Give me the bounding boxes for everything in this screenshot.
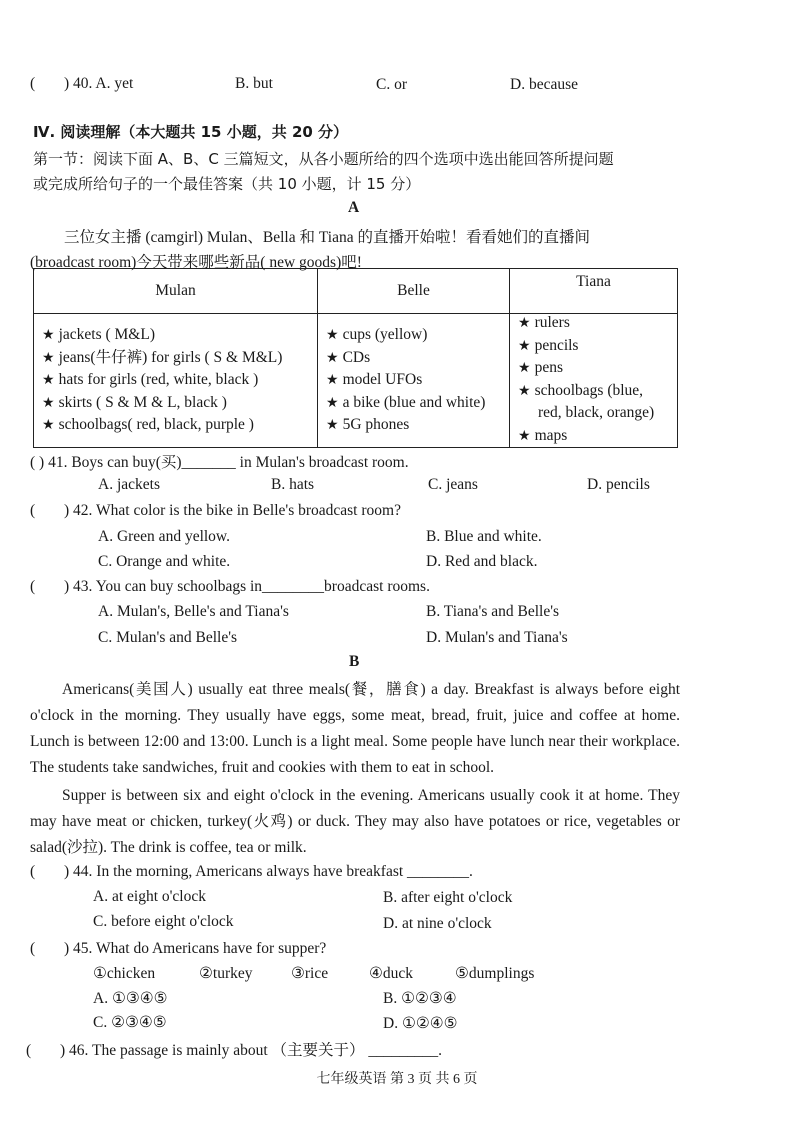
instruction-line1: 第一节：阅读下面 A、B、C 三篇短文，从各小题所给的四个选项中选出能回答所提问题 (33, 150, 614, 168)
q43-option-d: D. Mulan's and Tiana's (426, 629, 568, 646)
answer-paren: ( (30, 75, 36, 92)
q40-option-d: D. because (510, 76, 578, 93)
list-item: ★ jeans(牛仔裤) for girls ( S & M&L) (42, 348, 283, 366)
q45-option-a: A. ①③④⑤ (93, 990, 168, 1007)
star-icon: ★ (42, 417, 55, 433)
mulan-goods-cell (34, 314, 318, 448)
passage-b-paragraph-2: Supper is between six and eight o'clock in the evening. Americans usually cook it at home. They may have meat or chicken, turkey(火鸡) or duck. They may also have potatoes or rice, vegetables or salad(沙拉). The drink is coffee, tea or milk. (30, 787, 680, 856)
q40-stem: ) 40. A. yet (64, 75, 134, 92)
q41-stem: ( ) 41. Boys can buy(买)_______ in Mulan's broadcast room. (30, 454, 409, 471)
q45-item-3: ③rice (291, 965, 329, 982)
q45-option-d: D. ①②④⑤ (383, 1015, 458, 1032)
q40-option-b: B. but (235, 75, 273, 92)
list-item: ★ skirts ( S & M & L, black ) (42, 393, 227, 411)
q45-item-2: ②turkey (199, 965, 253, 982)
passage-a-intro-2: (broadcast room)今天带来哪些新品( new goods)吧! (30, 254, 362, 271)
q42-option-c: C. Orange and white. (98, 553, 231, 570)
star-icon: ★ (326, 327, 339, 343)
q44-row (30, 863, 473, 881)
q44-option-d: D. at nine o'clock (383, 915, 492, 932)
list-item: red, black, orange) (538, 404, 655, 421)
q44-stem: ) 44. In the morning, Americans always have breakfast ________. (64, 863, 473, 880)
q43-option-a: A. Mulan's, Belle's and Tiana's (98, 603, 289, 620)
q43-stem: ) 43. You can buy schoolbags in________broadcast rooms. (64, 578, 430, 595)
q45-option-c: C. ②③④⑤ (93, 1014, 167, 1031)
star-icon: ★ (42, 349, 55, 366)
tiana-goods-cell (510, 314, 678, 448)
passage-b-label: B (349, 653, 360, 670)
list-item: ★ maps (518, 426, 568, 444)
q44-option-a: A. at eight o'clock (93, 888, 206, 905)
q45-row (30, 940, 326, 958)
q44-option-b: B. after eight o'clock (383, 889, 513, 906)
list-item: ★ pens (518, 359, 563, 376)
q46-stem: ) 46. The passage is mainly about （主要关于） _________. (60, 1042, 443, 1059)
answer-paren: ( (30, 502, 36, 519)
q44-option-c: C. before eight o'clock (93, 913, 234, 930)
star-icon: ★ (518, 360, 531, 376)
list-item: ★ pencils (518, 336, 579, 354)
list-item: ★ cups (yellow) (326, 326, 428, 343)
q42-stem: ) 42. What color is the bike in Belle's broadcast room? (64, 502, 401, 519)
star-icon: ★ (42, 394, 55, 411)
list-item: ★ jackets ( M&L) (42, 326, 155, 343)
table-header-belle: Belle (318, 269, 510, 314)
answer-paren: ( (30, 863, 36, 880)
passage-b-paragraph-1: Americans(美国人) usually eat three meals(餐，膳食) a day. Breakfast is always before eight o'clock in the morning. They usually have eggs, some meat, bread, fruit, juice and coffee at home. Lunch is between 12:00 and 13:00. Lunch is a light meal. Some people have lunch near their workplace. The students take sandwiches, fruit and cookies with them to eat in school. (30, 681, 680, 776)
instruction-line2: 或完成所给句子的一个最佳答案（共 10 小题，计 15 分） (33, 175, 421, 193)
star-icon: ★ (326, 394, 339, 411)
answer-paren: ( (30, 940, 36, 957)
list-item: ★ schoolbags (blue, (518, 381, 644, 399)
q42-row (30, 502, 401, 520)
list-item: ★ rulers (518, 314, 570, 331)
star-icon: ★ (326, 349, 339, 366)
list-item: ★ model UFOs (326, 371, 423, 388)
q42-option-d: D. Red and black. (426, 553, 538, 570)
star-icon: ★ (518, 382, 531, 399)
q43-row (30, 578, 430, 596)
section-heading: Ⅳ. 阅读理解（本大题共 15 小题，共 20 分） (33, 123, 349, 141)
star-icon: ★ (518, 427, 531, 444)
list-item: ★ a bike (blue and white) (326, 393, 486, 411)
q46-row (26, 1038, 442, 1060)
q41-option-a: A. jackets (98, 476, 160, 493)
q41-option-c: C. jeans (428, 476, 478, 493)
answer-paren: ( (30, 578, 36, 595)
q45-item-5: ⑤dumplings (455, 965, 535, 982)
q40-option-c: C. or (376, 76, 407, 93)
table-header-tiana: Tiana (510, 269, 678, 314)
list-item: ★ CDs (326, 348, 371, 366)
q43-option-c: C. Mulan's and Belle's (98, 629, 238, 646)
star-icon: ★ (326, 417, 339, 433)
q40-row (30, 75, 133, 93)
goods-table (33, 268, 678, 448)
list-item: ★ 5G phones (326, 416, 410, 433)
q42-option-b: B. Blue and white. (426, 528, 542, 545)
q41-option-b: B. hats (271, 476, 315, 493)
belle-goods-cell (318, 314, 510, 448)
star-icon: ★ (42, 327, 55, 343)
q45-option-b: B. ①②③④ (383, 990, 457, 1007)
passage-a-intro-1: 三位女主播 (camgirl) Mulan、Bella 和 Tiana 的直播开始啦！看看她们的直播间 (64, 229, 590, 246)
q45-item-4: ④duck (369, 965, 414, 982)
star-icon: ★ (518, 315, 531, 331)
star-icon: ★ (326, 372, 339, 388)
q43-option-b: B. Tiana's and Belle's (426, 603, 560, 620)
page-footer: 七年级英语 第 3 页 共 6 页 (316, 1072, 478, 1087)
q45-item-1: ①chicken (93, 965, 156, 982)
table-header-mulan: Mulan (34, 269, 318, 314)
list-item: ★ schoolbags( red, black, purple ) (42, 416, 254, 433)
passage-a-label: A (348, 199, 360, 216)
list-item: ★ hats for girls (red, white, black ) (42, 371, 259, 388)
answer-paren: ( (26, 1042, 32, 1059)
star-icon: ★ (518, 337, 531, 354)
star-icon: ★ (42, 372, 55, 388)
q42-option-a: A. Green and yellow. (98, 528, 230, 545)
q45-stem: ) 45. What do Americans have for supper? (64, 940, 327, 957)
q41-option-d: D. pencils (587, 476, 650, 493)
